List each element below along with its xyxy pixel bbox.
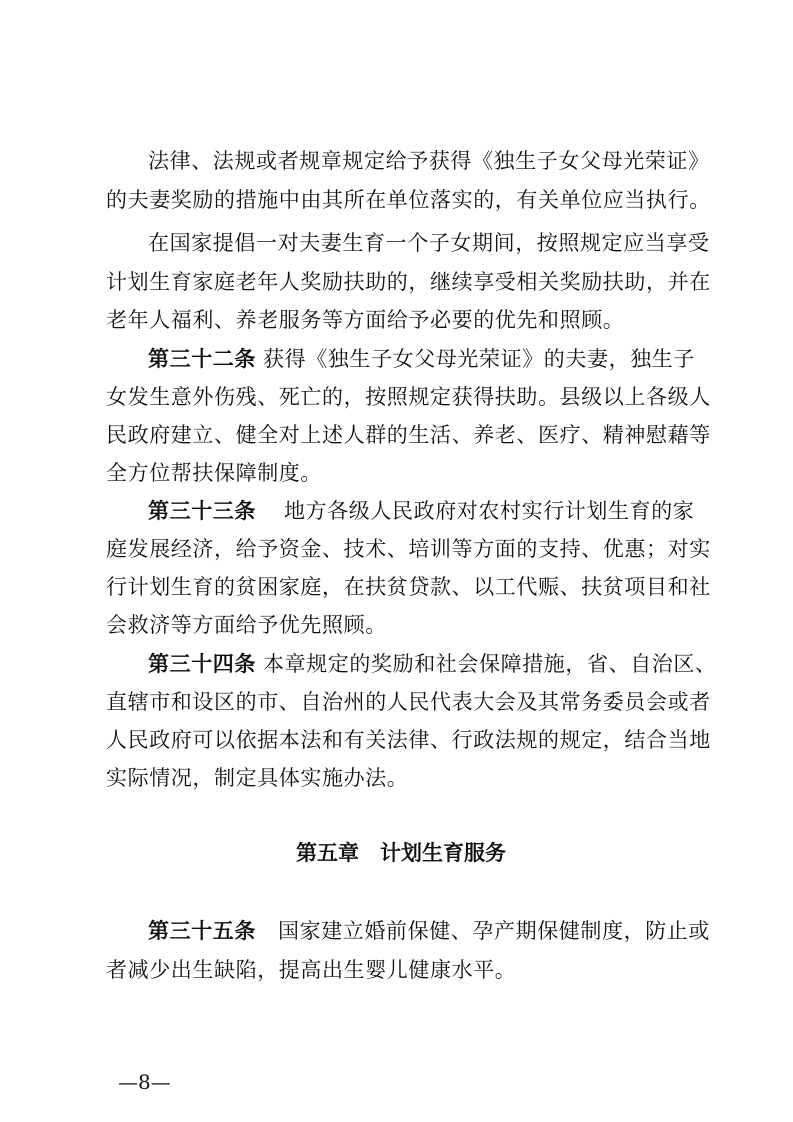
text-line-content: 国家建立婚前保健、孕产期保健制度，防止或 (278, 919, 710, 943)
text-line-content: 实际情况，制定具体实施办法。 (106, 766, 409, 790)
article-line (0, 496, 793, 526)
chapter-title: 计划生育服务 (380, 841, 506, 865)
text-line (0, 420, 793, 450)
text-line-content: 会救济等方面给予优先照顾。 (106, 613, 387, 637)
article-line (0, 344, 793, 374)
text-line-content: 的夫妻奖励的措施中由其所在单位落实的，有关单位应当执行。 (106, 188, 711, 212)
text-line-content: 本章规定的奖励和社会保障措施，省、自治区、 (263, 652, 717, 676)
text-line-content: 获得《独生子女父母光荣证》的夫妻，独生子 (263, 347, 695, 371)
text-line (0, 725, 793, 755)
text-line-content: 计划生育家庭老年人奖励扶助的，继续享受相关奖励扶助，并在 (106, 270, 711, 294)
text-line (0, 610, 793, 640)
text-line-content: 在国家提倡一对夫妻生育一个子女期间，按照规定应当享受 (148, 231, 710, 255)
text-line-content: 者减少出生缺陷，提高出生婴儿健康水平。 (106, 958, 517, 982)
text-line (0, 228, 793, 258)
text-line (0, 267, 793, 297)
chapter-number: 第五章 (296, 841, 359, 865)
text-line (0, 382, 793, 412)
text-line-content: 直辖市和设区的市、自治州的人民代表大会及其常务委员会或者 (106, 690, 711, 714)
article-number: 第三十五条 (148, 919, 256, 943)
text-line (0, 687, 793, 717)
text-line (0, 955, 793, 985)
chapter-heading (0, 836, 793, 870)
text-line (0, 763, 793, 793)
text-line (0, 572, 793, 602)
article-number: 第三十三条 (148, 499, 256, 523)
text-line-content: 庭发展经济，给予资金、技术、培训等方面的支持、优惠；对实 (106, 537, 711, 561)
text-line (0, 534, 793, 564)
text-line-content: 人民政府可以依据本法和有关法律、行政法规的规定，结合当地 (106, 728, 711, 752)
text-line (0, 185, 793, 215)
text-line (0, 458, 793, 488)
text-line-content: 全方位帮扶保障制度。 (106, 461, 322, 485)
text-line-content: 行计划生育的贫困家庭，在扶贫贷款、以工代赈、扶贫项目和社 (106, 575, 711, 599)
text-line-content: 地方各级人民政府对农村实行计划生育的家 (284, 499, 695, 523)
text-line-content: 女发生意外伤残、死亡的，按照规定获得扶助。县级以上各级人 (106, 385, 711, 409)
article-line (0, 916, 793, 946)
article-line (0, 649, 793, 679)
page-number: —8— (118, 1070, 171, 1094)
text-line-content: 老年人福利、养老服务等方面给予必要的优先和照顾。 (106, 308, 625, 332)
text-line (0, 305, 793, 335)
text-line (0, 146, 793, 176)
text-line-content: 民政府建立、健全对上述人群的生活、养老、医疗、精神慰藉等 (106, 423, 711, 447)
article-number: 第三十二条 (148, 347, 256, 371)
text-line-content: 法律、法规或者规章规定给予获得《独生子女父母光荣证》 (148, 149, 710, 173)
article-number: 第三十四条 (148, 652, 256, 676)
